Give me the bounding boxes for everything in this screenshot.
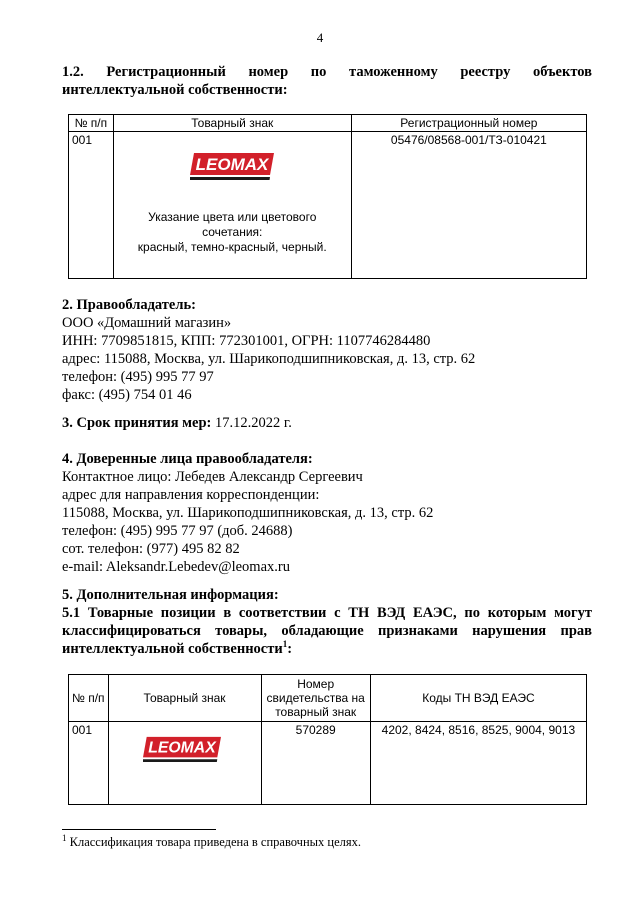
section-3	[62, 414, 592, 432]
owner-fax: факс: (495) 754 01 46	[62, 387, 192, 403]
owner-name: ООО «Домашний магазин»	[62, 315, 232, 331]
leomax-logo-text: LEOMAX	[147, 739, 216, 757]
color-description	[117, 210, 348, 255]
section-1-2-heading-line2: интеллектуальной собственности:	[62, 82, 288, 98]
leomax-logo	[190, 151, 274, 181]
footnote-text: Классификация товара приведена в справочных целях.	[66, 835, 362, 849]
correspondence-address: 115088, Москва, ул. Шарикоподшипниковская, д. 13, стр. 62	[62, 505, 434, 521]
trademark-registry-table	[68, 114, 587, 279]
footnote	[62, 832, 362, 850]
table-header-row	[69, 115, 587, 132]
page-number: 4	[316, 30, 324, 45]
table-row	[69, 722, 587, 805]
section-1-2-heading	[62, 63, 592, 99]
table-row	[69, 132, 587, 279]
col-header-num: № п/п	[69, 115, 114, 132]
measures-term-value: 17.12.2022 г.	[211, 415, 292, 431]
section-2	[62, 296, 592, 404]
contact-email: e-mail: Aleksandr.Lebedev@leomax.ru	[62, 559, 290, 575]
section-5-1-line3: интеллектуальной собственности	[62, 641, 283, 657]
cell-cert-number: 570289	[261, 722, 370, 805]
section-5-heading: 5. Дополнительная информация:	[62, 587, 279, 603]
col-header-num: № п/п	[69, 675, 109, 722]
leomax-logo-image	[190, 151, 274, 181]
cell-num: 001	[69, 132, 114, 279]
col-header-reg-number: Регистрационный номер	[351, 115, 586, 132]
col-header-trademark: Товарный знак	[113, 115, 351, 132]
leomax-logo	[143, 735, 227, 765]
col-header-codes: Коды ТН ВЭД ЕАЭС	[370, 675, 586, 722]
owner-ids: ИНН: 7709851815, КПП: 772301001, ОГРН: 1107746284480	[62, 333, 431, 349]
footnote-marker: 1	[62, 832, 67, 843]
footnote-ref: 1	[282, 639, 288, 650]
table-header-row	[69, 675, 587, 722]
contact-mobile: сот. телефон: (977) 495 82 82	[62, 541, 240, 557]
correspondence-label: адрес для направления корреспонденции:	[62, 487, 320, 503]
owner-phone: телефон: (495) 995 77 97	[62, 369, 214, 385]
color-description-line1: Указание цвета или цветового сочетания:	[148, 210, 317, 239]
section-1-2-heading-line1: 1.2. Регистрационный номер по таможенному реестру объектов	[62, 64, 592, 80]
footnote-divider	[62, 829, 216, 830]
section-3-heading: 3. Срок принятия мер:	[62, 415, 212, 431]
cell-trademark	[108, 722, 261, 805]
section-2-heading: 2. Правообладатель:	[62, 297, 196, 313]
leomax-logo-text: LEOMAX	[195, 155, 269, 174]
col-header-trademark: Товарный знак	[108, 675, 261, 722]
section-4	[62, 450, 592, 576]
cell-num: 001	[69, 722, 109, 805]
owner-address: адрес: 115088, Москва, ул. Шарикоподшипниковская, д. 13, стр. 62	[62, 351, 476, 367]
contact-person: Контактное лицо: Лебедев Александр Сергеевич	[62, 469, 363, 485]
section-5-1-colon: :	[287, 641, 293, 657]
leomax-logo-image	[143, 735, 221, 763]
contact-phone: телефон: (495) 995 77 97 (доб. 24688)	[62, 523, 293, 539]
color-description-line2: красный, темно-красный, черный.	[137, 240, 327, 254]
cell-reg-number: 05476/08568-001/ТЗ-010421	[351, 132, 586, 279]
section-4-heading: 4. Доверенные лица правообладателя:	[62, 451, 313, 467]
cell-trademark	[113, 132, 351, 279]
customs-codes-table	[68, 674, 587, 805]
cell-codes: 4202, 8424, 8516, 8525, 9004, 9013	[370, 722, 586, 805]
section-5-1-line2: классифицироваться товары, обладающие признаками нарушения прав	[62, 623, 592, 639]
section-5	[62, 586, 592, 658]
section-5-1-line1: 5.1 Товарные позиции в соответствии с ТН ВЭД ЕАЭС, по которым могут	[62, 605, 592, 621]
col-header-cert-number: Номер свидетельства на товарный знак	[261, 675, 370, 722]
